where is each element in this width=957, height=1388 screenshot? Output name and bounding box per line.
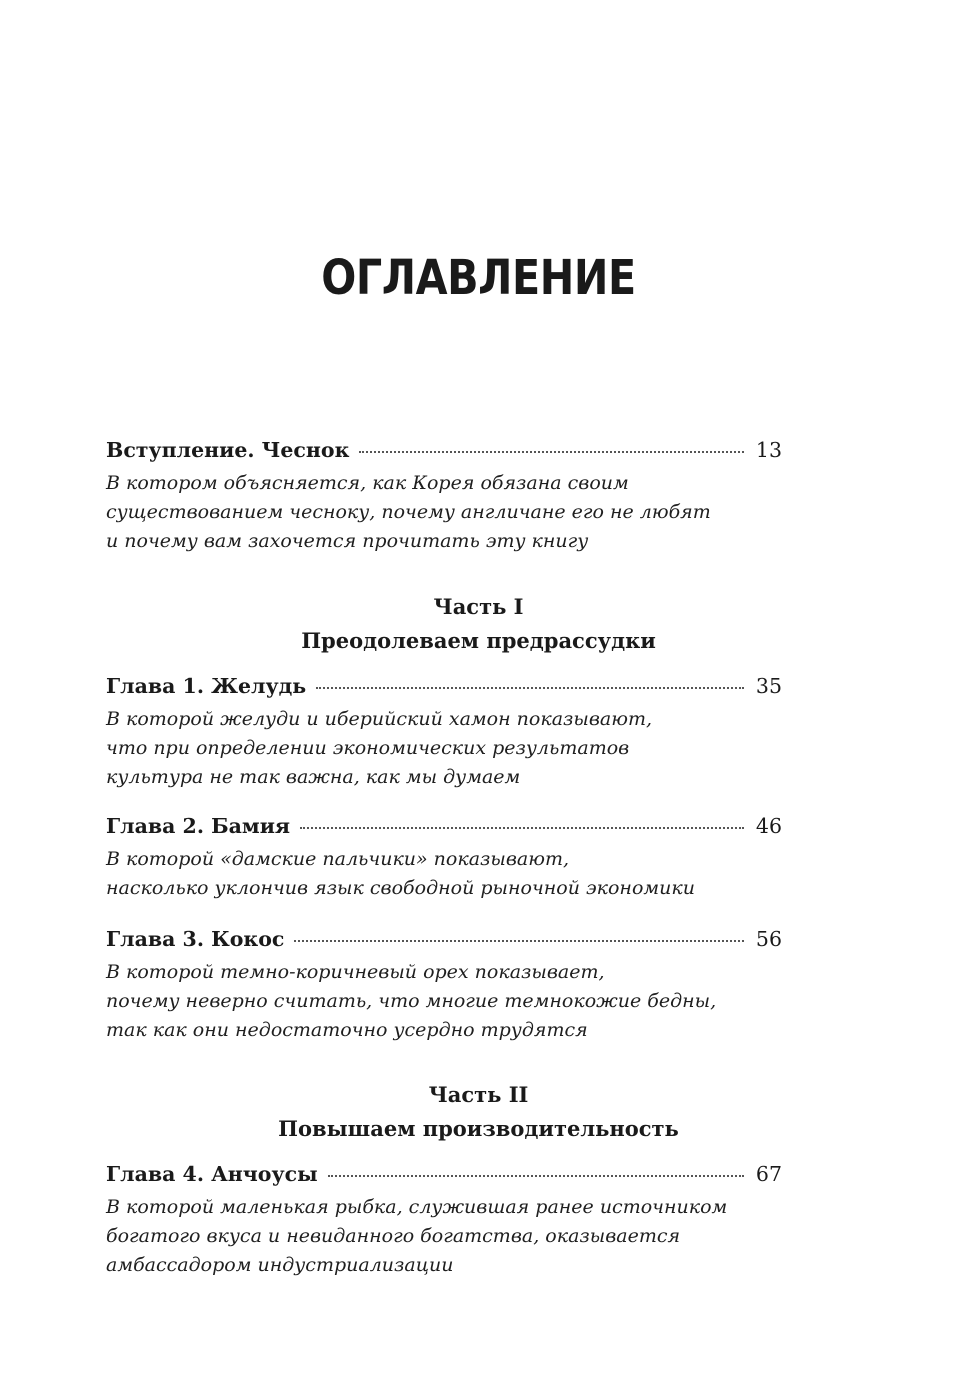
description-line: В которой темно-коричневый орех показывает,	[106, 961, 605, 983]
entry-heading-line	[106, 1160, 782, 1188]
toc-entry-intro	[106, 436, 782, 556]
description-line: В которой маленькая рыбка, служившая ранее источником	[106, 1196, 728, 1218]
description-line: амбассадором индустриализации	[106, 1254, 454, 1276]
dot-leader	[294, 936, 744, 942]
entry-description	[106, 1193, 782, 1280]
entry-title: Вступление. Чеснок	[106, 438, 350, 462]
description-line: В которой «дамские пальчики» показывают,	[106, 848, 570, 870]
entry-page-number: 35	[755, 674, 782, 698]
description-line: что при определении экономических результатов	[106, 737, 630, 759]
entry-page-number: 56	[755, 927, 782, 951]
toc-entry-chapter-2	[106, 812, 782, 903]
entry-title: Глава 1. Желудь	[106, 674, 307, 698]
entry-description	[106, 845, 782, 903]
dot-leader	[300, 823, 744, 829]
description-line: почему неверно считать, что многие темнокожие бедны,	[106, 990, 717, 1012]
part-heading-2	[0, 1078, 957, 1146]
entry-title: Глава 2. Бамия	[106, 814, 291, 838]
entry-heading-line	[106, 925, 782, 953]
part-title: Преодолеваем предрассудки	[301, 628, 656, 653]
part-label: Часть I	[433, 594, 524, 619]
part-heading-1	[0, 590, 957, 658]
part-title: Повышаем производительность	[278, 1116, 679, 1141]
entry-heading-line	[106, 436, 782, 464]
page-title: ОГЛАВЛЕНИЕ	[321, 250, 636, 306]
entry-heading-line	[106, 812, 782, 840]
entry-page-number: 13	[755, 438, 782, 462]
dot-leader	[328, 1171, 744, 1177]
entry-heading-line	[106, 672, 782, 700]
toc-entry-chapter-3	[106, 925, 782, 1045]
entry-description	[106, 469, 782, 556]
description-line: и почему вам захочется прочитать эту книгу	[106, 530, 589, 552]
entry-page-number: 46	[755, 814, 782, 838]
description-line: культура не так важна, как мы думаем	[106, 766, 521, 788]
description-line: В которой желуди и иберийский хамон показывают,	[106, 708, 653, 730]
entry-title: Глава 3. Кокос	[106, 927, 285, 951]
dot-leader	[359, 447, 744, 453]
description-line: богатого вкуса и невиданного богатства, оказывается	[106, 1225, 681, 1247]
entry-description	[106, 958, 782, 1045]
entry-title: Глава 4. Анчоусы	[106, 1162, 318, 1186]
description-line: так как они недостаточно усердно трудятся	[106, 1019, 588, 1041]
entry-page-number: 67	[755, 1162, 782, 1186]
description-line: насколько уклончив язык свободной рыночной экономики	[106, 877, 695, 899]
toc-entry-chapter-4	[106, 1160, 782, 1280]
toc-entry-chapter-1	[106, 672, 782, 792]
description-line: В котором объясняется, как Корея обязана своим	[106, 472, 629, 494]
entry-description	[106, 705, 782, 792]
part-label: Часть II	[428, 1082, 529, 1107]
dot-leader	[316, 683, 744, 689]
description-line: существованием чесноку, почему англичане его не любят	[106, 501, 711, 523]
